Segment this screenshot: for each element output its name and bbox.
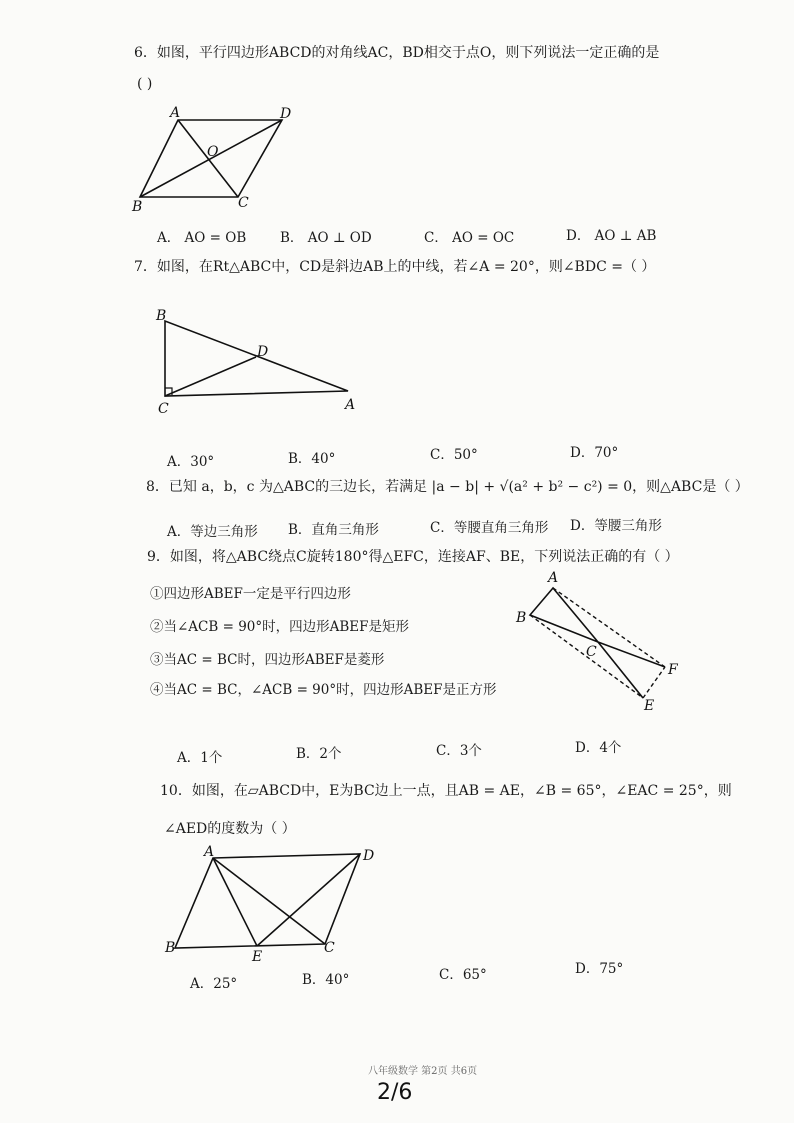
q10-parallelogram-figure — [160, 838, 390, 964]
page-footer-text: 八年级数学 第2页 共6页 — [368, 1066, 478, 1077]
q9-label-c: C — [586, 644, 597, 660]
q9-option-a: A．1个 — [177, 750, 223, 766]
q9-triangle-abc — [530, 588, 598, 642]
q10-option-d: D．75° — [575, 961, 624, 977]
q9-statement-1: ①四边形ABEF一定是平行四边形 — [150, 586, 351, 602]
q9-statement-3: ③当AC = BC时，四边形ABEF是菱形 — [150, 652, 385, 668]
q7-option-b: B．40° — [288, 451, 336, 467]
q7-label-d: D — [257, 344, 269, 360]
q7-option-c: C．50° — [430, 447, 478, 463]
page-number: 2/6 — [377, 1080, 413, 1105]
q7-median-cd — [165, 357, 256, 396]
q10-option-b: B．40° — [302, 972, 350, 988]
q6-label-a: A — [170, 105, 181, 121]
q10-segment-ae — [213, 858, 257, 946]
q8-option-b: B．直角三角形 — [288, 522, 379, 538]
q8-stem: 8．已知 a，b，c 为△ABC的三边长，若满足 |a − b| + √(a² + b² − c²) = 0，则△ABC是（ ） — [146, 479, 749, 495]
q9-rotation-figure — [510, 570, 690, 712]
q10-label-d: D — [363, 848, 375, 864]
q10-stem: 10．如图，在▱ABCD中，E为BC边上一点，且AB = AE，∠B = 65°，∠EAC = 25°，则 — [160, 783, 732, 799]
q6-answer-paren: ( ) — [137, 76, 153, 92]
q9-label-a: A — [548, 570, 559, 586]
q9-option-c: C．3个 — [436, 743, 482, 759]
q6-label-c: C — [238, 195, 249, 211]
q7-stem: 7．如图，在Rt△ABC中，CD是斜边AB上的中线，若∠A = 20°，则∠BDC =（ ） — [134, 259, 656, 275]
q6-label-o: O — [207, 144, 219, 160]
q6-option-b: B． AO ⊥ OD — [280, 230, 372, 246]
q8-option-d: D．等腰三角形 — [570, 518, 662, 534]
q10-option-c: C．65° — [439, 967, 487, 983]
q8-option-a: A．等边三角形 — [167, 524, 258, 540]
q6-option-c: C． AO = OC — [424, 230, 515, 246]
q6-option-a: A． AO = OB — [157, 230, 247, 246]
q7-option-d: D．70° — [570, 445, 619, 461]
q6-option-d: D． AO ⊥ AB — [566, 228, 657, 244]
q10-parallelogram-outline — [175, 854, 360, 948]
q9-option-b: B．2个 — [296, 746, 342, 762]
q9-stem: 9．如图，将△ABC绕点C旋转180°得△EFC，连接AF、BE，下列说法正确的有（ ） — [147, 549, 679, 565]
q10-stem-continued: ∠AED的度数为（ ） — [164, 821, 296, 837]
q6-stem: 6．如图，平行四边形ABCD的对角线AC，BD相交于点O，则下列说法一定正确的是 — [134, 45, 660, 61]
q9-label-b: B — [516, 610, 527, 626]
q7-option-a: A．30° — [167, 454, 215, 470]
q9-dashed-ef — [643, 667, 665, 698]
q9-label-e: E — [644, 698, 655, 714]
q8-option-c: C．等腰直角三角形 — [430, 520, 549, 536]
q7-label-a: A — [345, 397, 356, 413]
q10-label-a: A — [204, 844, 215, 860]
q10-label-b: B — [165, 940, 176, 956]
q9-label-f: F — [668, 662, 678, 678]
q10-option-a: A．25° — [190, 976, 238, 992]
q10-label-c: C — [324, 940, 335, 956]
q7-right-triangle-figure — [150, 306, 365, 418]
q7-label-b: B — [156, 308, 167, 324]
q6-label-d: D — [280, 106, 292, 122]
q7-label-c: C — [158, 401, 169, 417]
q9-statement-4: ④当AC = BC，∠ACB = 90°时，四边形ABEF是正方形 — [150, 682, 497, 698]
q9-option-d: D．4个 — [575, 740, 622, 756]
q6-parallelogram-figure — [130, 102, 300, 214]
q10-label-e: E — [252, 949, 263, 965]
q6-label-b: B — [132, 199, 143, 215]
q9-statement-2: ②当∠ACB = 90°时，四边形ABEF是矩形 — [150, 619, 410, 635]
